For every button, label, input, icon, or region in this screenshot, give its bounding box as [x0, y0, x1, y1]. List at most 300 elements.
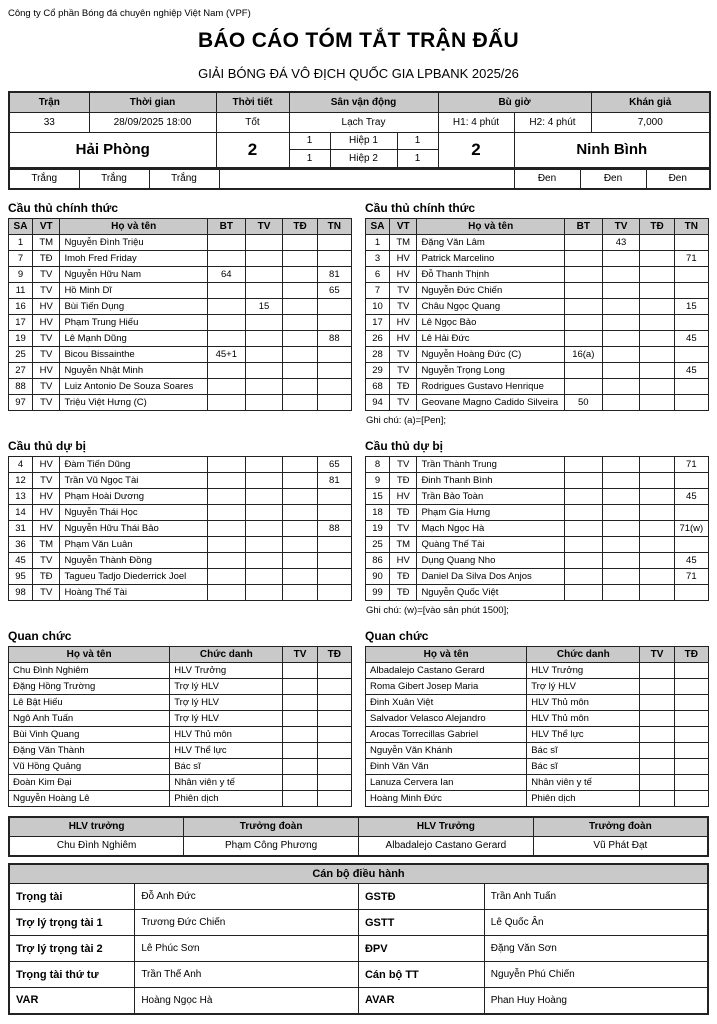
away-head-coach-name: Albadalejo Castano Gerard [359, 837, 534, 856]
player-row [366, 282, 709, 298]
official-red-card [674, 726, 708, 742]
player-number: 31 [9, 520, 33, 536]
player-sub-minute [317, 552, 351, 568]
official-tv-header: TV [283, 646, 317, 662]
official-red-card [317, 662, 351, 678]
leaders-header-row [9, 817, 708, 837]
player-row [9, 314, 352, 330]
match-number-value: 33 [9, 112, 89, 132]
match-info-header-row [9, 92, 710, 112]
player-position: TV [33, 266, 60, 282]
player-row [366, 266, 709, 282]
player-position: TV [33, 378, 60, 394]
official-red-card [317, 710, 351, 726]
official-label-left: Trọng tài [9, 884, 135, 910]
player-position: HV [390, 250, 417, 266]
player-number: 8 [366, 456, 390, 472]
player-number: 25 [366, 536, 390, 552]
player-row [366, 552, 709, 568]
player-yellow-card [245, 504, 283, 520]
player-yellow-card [245, 584, 283, 600]
col-bt-header: BT [207, 218, 245, 234]
player-position: TV [390, 282, 417, 298]
player-yellow-card [245, 520, 283, 536]
player-yellow-card [602, 266, 640, 282]
official-name: Albadalejo Castano Gerard [366, 662, 527, 678]
official-row [9, 678, 352, 694]
player-goal-minute: 45+1 [207, 346, 245, 362]
col-vt-header: VT [33, 218, 60, 234]
player-name: Luiz Antonio De Souza Soares [60, 378, 208, 394]
player-sub-minute [317, 250, 351, 266]
player-position: TĐ [390, 568, 417, 584]
player-red-card [283, 282, 317, 298]
player-position: TĐ [390, 378, 417, 394]
player-position: TV [33, 330, 60, 346]
player-red-card [640, 298, 674, 314]
official-yellow-card [640, 790, 674, 806]
weather-header: Thời tiết [216, 92, 289, 112]
player-sub-minute [674, 282, 708, 298]
player-name: Bicou Bissainthe [60, 346, 208, 362]
player-goal-minute [207, 250, 245, 266]
player-yellow-card [602, 552, 640, 568]
player-number: 10 [366, 298, 390, 314]
player-goal-minute [564, 234, 602, 250]
official-role: Bác sĩ [170, 758, 283, 774]
roster-header-row [9, 218, 352, 234]
leaders-table [8, 816, 709, 857]
player-sub-minute: 88 [317, 520, 351, 536]
player-number: 17 [9, 314, 33, 330]
col-tn-header: TN [674, 218, 708, 234]
home-team-column [8, 190, 352, 807]
player-sub-minute [317, 346, 351, 362]
player-yellow-card [245, 362, 283, 378]
tournament-title: GIẢI BÓNG ĐÁ VÔ ĐỊCH QUỐC GIA LPBANK 2025/26 [198, 66, 519, 81]
home-kit-color-3: Trắng [149, 169, 219, 189]
official-yellow-card [283, 710, 317, 726]
col-tn-header: TN [317, 218, 351, 234]
home-score: 2 [216, 132, 289, 168]
home-starters-table [8, 218, 352, 411]
player-red-card [640, 536, 674, 552]
player-number: 25 [9, 346, 33, 362]
player-goal-minute [207, 552, 245, 568]
player-row [9, 472, 352, 488]
away-subs-title: Cầu thủ dự bị [365, 438, 444, 453]
official-name: Ngô Anh Tuấn [9, 710, 170, 726]
player-sub-minute: 81 [317, 266, 351, 282]
player-number: 14 [9, 504, 33, 520]
player-yellow-card [245, 346, 283, 362]
official-value-right: Nguyễn Phú Chiến [484, 962, 708, 988]
official-row [366, 662, 709, 678]
official-name-header: Họ và tên [9, 646, 170, 662]
player-row [366, 346, 709, 362]
official-td-header: TĐ [674, 646, 708, 662]
player-position: TĐ [390, 472, 417, 488]
player-number: 12 [9, 472, 33, 488]
away-starters-table [365, 218, 709, 411]
player-position: HV [33, 298, 60, 314]
player-goal-minute [207, 488, 245, 504]
player-yellow-card [245, 314, 283, 330]
home-head-coach-name: Chu Đình Nghiêm [9, 837, 184, 856]
player-red-card [283, 472, 317, 488]
player-name: Phạm Hoài Dương [60, 488, 208, 504]
stoppage-time-header: Bù giờ [438, 92, 591, 112]
away-kit-color-1: Đen [514, 169, 580, 189]
player-number: 98 [9, 584, 33, 600]
player-position: TM [390, 234, 417, 250]
official-yellow-card [640, 694, 674, 710]
half1-label: Hiệp 1 [330, 133, 398, 150]
player-name: Nguyễn Thái Học [60, 504, 208, 520]
player-goal-minute [564, 568, 602, 584]
half1-away-score: 1 [414, 135, 421, 147]
official-row [366, 726, 709, 742]
official-red-card [674, 742, 708, 758]
player-red-card [640, 568, 674, 584]
official-value-left: Hoàng Ngọc Hà [135, 988, 359, 1014]
player-sub-minute: 65 [317, 282, 351, 298]
player-name: Quàng Thế Tài [417, 536, 565, 552]
player-sub-minute [317, 362, 351, 378]
match-official-row [9, 936, 708, 962]
player-row [9, 568, 352, 584]
player-number: 29 [366, 362, 390, 378]
player-row [9, 346, 352, 362]
player-red-card [283, 536, 317, 552]
player-sub-minute: 45 [674, 488, 708, 504]
player-name: Tagueu Tadjo Diederrick Joel [60, 568, 208, 584]
official-value-left: Đỗ Anh Đức [135, 884, 359, 910]
official-yellow-card [283, 662, 317, 678]
col-name-header: Họ và tên [417, 218, 565, 234]
player-name: Trần Thành Trung [417, 456, 565, 472]
player-number: 9 [366, 472, 390, 488]
player-row [366, 234, 709, 250]
player-name: Lê Mạnh Dũng [60, 330, 208, 346]
col-tv-header: TV [245, 218, 283, 234]
player-yellow-card [245, 536, 283, 552]
official-td-header: TĐ [317, 646, 351, 662]
team-columns [8, 190, 709, 807]
player-number: 26 [366, 330, 390, 346]
player-row [366, 362, 709, 378]
official-yellow-card [640, 710, 674, 726]
official-row [366, 790, 709, 806]
home-team-name: Hải Phòng [9, 132, 216, 168]
player-red-card [283, 234, 317, 250]
official-row [9, 710, 352, 726]
player-red-card [283, 584, 317, 600]
official-role: Trợ lý HLV [527, 678, 640, 694]
player-goal-minute [207, 282, 245, 298]
home-officials-table [8, 646, 352, 807]
player-sub-minute: 71 [674, 250, 708, 266]
player-row [366, 378, 709, 394]
player-red-card [640, 504, 674, 520]
official-row [366, 710, 709, 726]
player-yellow-card [602, 584, 640, 600]
leaders-values-row [9, 837, 708, 856]
player-number: 17 [366, 314, 390, 330]
col-sa-header: SA [9, 218, 33, 234]
half2-label: Hiệp 2 [330, 150, 398, 167]
player-number: 97 [9, 394, 33, 410]
player-sub-minute [674, 394, 708, 410]
player-row [366, 488, 709, 504]
player-sub-minute: 88 [317, 330, 351, 346]
home-kit-color-1: Trắng [9, 169, 79, 189]
player-position: TĐ [33, 250, 60, 266]
player-yellow-card [245, 266, 283, 282]
player-row [9, 298, 352, 314]
official-value-left: Trương Đức Chiến [135, 910, 359, 936]
half2-home-score: 1 [306, 152, 313, 164]
official-red-card [674, 710, 708, 726]
official-yellow-card [283, 758, 317, 774]
player-number: 36 [9, 536, 33, 552]
player-position: TV [390, 456, 417, 472]
player-goal-minute [207, 520, 245, 536]
player-name: Hồ Minh Dĩ [60, 282, 208, 298]
official-role: Phiên dịch [170, 790, 283, 806]
player-yellow-card [602, 298, 640, 314]
half1-row [290, 133, 438, 150]
player-number: 28 [366, 346, 390, 362]
player-yellow-card [245, 568, 283, 584]
home-subs-title: Cầu thủ dự bị [8, 438, 87, 453]
official-role-header: Chức danh [527, 646, 640, 662]
player-goal-minute: 16(a) [564, 346, 602, 362]
away-subs-note: Ghi chú: (w)=[vào sân phút 1500]; [366, 604, 509, 616]
official-row [9, 790, 352, 806]
player-goal-minute [564, 536, 602, 552]
player-red-card [640, 234, 674, 250]
player-goal-minute [207, 234, 245, 250]
official-role: Nhân viên y tế [527, 774, 640, 790]
player-number: 94 [366, 394, 390, 410]
match-official-row [9, 962, 708, 988]
player-goal-minute [207, 504, 245, 520]
official-name-header: Họ và tên [366, 646, 527, 662]
official-red-card [674, 694, 708, 710]
player-position: TV [390, 346, 417, 362]
official-red-card [317, 726, 351, 742]
player-goal-minute [207, 584, 245, 600]
official-yellow-card [283, 678, 317, 694]
roster-header-row [366, 218, 709, 234]
player-row [9, 456, 352, 472]
kit-colors-row [9, 169, 710, 189]
official-row [9, 758, 352, 774]
player-row [366, 504, 709, 520]
official-name: Đoàn Kim Đại [9, 774, 170, 790]
player-name: Nguyễn Nhật Minh [60, 362, 208, 378]
player-red-card [283, 504, 317, 520]
player-goal-minute [564, 314, 602, 330]
player-goal-minute [564, 362, 602, 378]
official-row [9, 726, 352, 742]
player-red-card [283, 250, 317, 266]
attendance-header: Khán giả [591, 92, 710, 112]
official-yellow-card [640, 774, 674, 790]
player-sub-minute: 15 [674, 298, 708, 314]
player-yellow-card [245, 282, 283, 298]
player-name: Nguyễn Thành Đồng [60, 552, 208, 568]
organization-name: Công ty Cổ phần Bóng đá chuyên nghiệp Việt Nam (VPF) [8, 8, 251, 19]
official-red-card [317, 694, 351, 710]
player-goal-minute [207, 378, 245, 394]
official-label-right: GSTĐ [358, 884, 484, 910]
player-number: 16 [9, 298, 33, 314]
weather-value: Tốt [216, 112, 289, 132]
col-tv-header: TV [602, 218, 640, 234]
player-position: TV [33, 472, 60, 488]
player-goal-minute [564, 488, 602, 504]
official-tv-header: TV [640, 646, 674, 662]
player-yellow-card [602, 394, 640, 410]
official-value-right: Phan Huy Hoàng [484, 988, 708, 1014]
player-sub-minute [674, 504, 708, 520]
official-role: HLV Thể lực [170, 742, 283, 758]
away-kit-color-3: Đen [646, 169, 710, 189]
away-officials-table [365, 646, 709, 807]
player-yellow-card [602, 568, 640, 584]
player-sub-minute [674, 472, 708, 488]
home-starters-note [9, 415, 352, 428]
official-role: HLV Trưởng [170, 662, 283, 678]
player-goal-minute [564, 330, 602, 346]
player-position: TV [33, 282, 60, 298]
match-official-row [9, 910, 708, 936]
match-time-value: 28/09/2025 18:00 [89, 112, 216, 132]
player-row [9, 536, 352, 552]
player-goal-minute [564, 504, 602, 520]
official-name: Hoàng Minh Đức [366, 790, 527, 806]
player-sub-minute [317, 504, 351, 520]
official-red-card [317, 678, 351, 694]
player-row [9, 250, 352, 266]
official-role: HLV Thể lực [527, 726, 640, 742]
player-goal-minute [207, 394, 245, 410]
col-sa-header: SA [366, 218, 390, 234]
official-role: Bác sĩ [527, 758, 640, 774]
player-goal-minute [564, 298, 602, 314]
player-number: 68 [366, 378, 390, 394]
player-sub-minute: 45 [674, 330, 708, 346]
player-yellow-card [245, 472, 283, 488]
player-red-card [640, 282, 674, 298]
official-row [9, 694, 352, 710]
player-yellow-card: 43 [602, 234, 640, 250]
player-name: Nguyễn Đình Triệu [60, 234, 208, 250]
home-kit-color-2: Trắng [79, 169, 149, 189]
official-role: Nhân viên y tế [170, 774, 283, 790]
officials-header-row [9, 646, 352, 662]
player-row [366, 520, 709, 536]
player-red-card [640, 394, 674, 410]
player-yellow-card [602, 520, 640, 536]
official-value-right: Đặng Văn Sơn [484, 936, 708, 962]
player-goal-minute [564, 584, 602, 600]
official-red-card [674, 790, 708, 806]
player-yellow-card [602, 456, 640, 472]
stadium-header: Sân vận động [289, 92, 438, 112]
official-name: Salvador Velasco Alejandro [366, 710, 527, 726]
home-delegation-leader-name: Phạm Công Phương [184, 837, 359, 856]
player-sub-minute: 45 [674, 552, 708, 568]
official-role: HLV Thủ môn [170, 726, 283, 742]
player-yellow-card [602, 362, 640, 378]
report-title: BÁO CÁO TÓM TẮT TRẬN ĐẤU [198, 29, 519, 52]
player-red-card [640, 346, 674, 362]
player-yellow-card [245, 250, 283, 266]
col-td-header: TĐ [283, 218, 317, 234]
official-yellow-card [640, 678, 674, 694]
home-officials-title: Quan chức [8, 628, 72, 643]
match-officials-title-row [9, 864, 708, 884]
match-info-table [8, 91, 711, 169]
official-role: HLV Thủ môn [527, 694, 640, 710]
match-number-header: Trận [9, 92, 89, 112]
player-red-card [640, 552, 674, 568]
player-position: HV [33, 504, 60, 520]
official-name: Bùi Vinh Quang [9, 726, 170, 742]
player-goal-minute [564, 456, 602, 472]
player-name: Trần Vũ Ngọc Tài [60, 472, 208, 488]
player-number: 19 [9, 330, 33, 346]
player-goal-minute [564, 552, 602, 568]
player-position: TV [33, 346, 60, 362]
player-number: 9 [9, 266, 33, 282]
half-scores-box [289, 132, 438, 168]
player-number: 4 [9, 456, 33, 472]
player-number: 1 [9, 234, 33, 250]
player-red-card [283, 298, 317, 314]
col-name-header: Họ và tên [60, 218, 208, 234]
official-yellow-card [640, 726, 674, 742]
official-red-card [317, 790, 351, 806]
player-row [366, 584, 709, 600]
home-starters-title: Cầu thủ chính thức [8, 200, 119, 215]
official-yellow-card [283, 742, 317, 758]
kit-spacer-cell [219, 169, 514, 189]
player-sub-minute [674, 266, 708, 282]
player-row [9, 394, 352, 410]
player-yellow-card [602, 346, 640, 362]
match-official-row [9, 884, 708, 910]
player-sub-minute [317, 298, 351, 314]
player-red-card [640, 584, 674, 600]
away-starters-note: Ghi chú: (a)=[Pen]; [366, 414, 446, 426]
player-row [366, 472, 709, 488]
official-name: Đinh Xuân Việt [366, 694, 527, 710]
official-role: HLV Thủ môn [527, 710, 640, 726]
player-name: Nguyễn Đức Chiến [417, 282, 565, 298]
player-number: 18 [366, 504, 390, 520]
player-red-card [640, 472, 674, 488]
player-name: Trần Bảo Toàn [417, 488, 565, 504]
player-sub-minute [317, 314, 351, 330]
official-name: Lanuza Cervera Ian [366, 774, 527, 790]
official-name: Đặng Hồng Trường [9, 678, 170, 694]
official-role: Trợ lý HLV [170, 678, 283, 694]
player-yellow-card [245, 378, 283, 394]
